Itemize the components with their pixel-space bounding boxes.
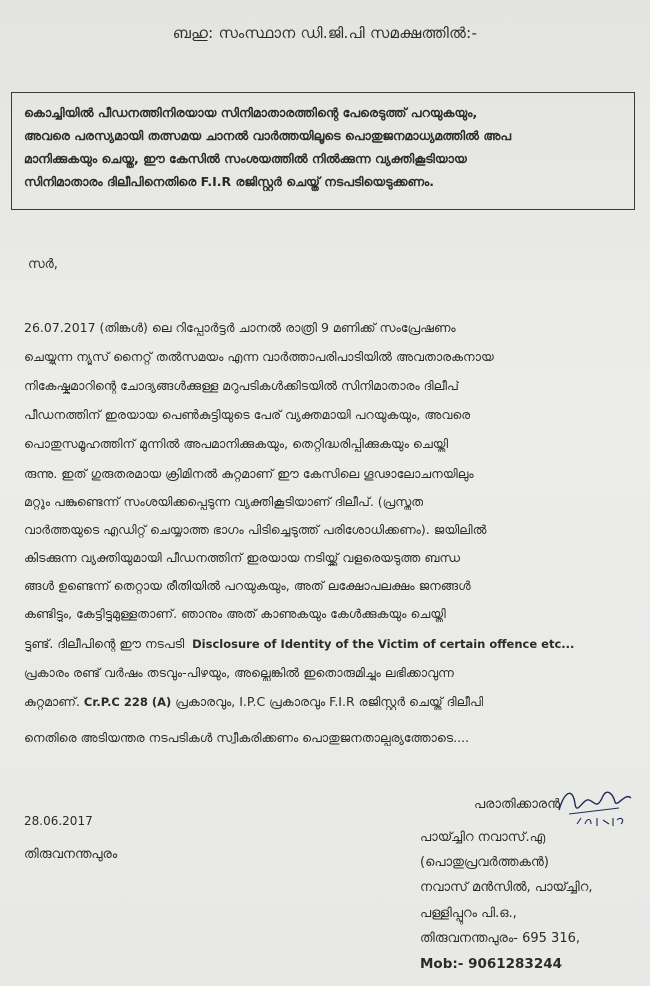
sender-mobile: Mob:- 9061283244 <box>420 956 563 972</box>
body-line-with-section <box>24 694 483 710</box>
body-line: പ്രകാരം രണ്ട് വർഷം തടവും-പിഴയും, അല്ലെങ്കിൽ ഇതൊരുമിച്ചും ലഭിക്കാവുന്ന <box>24 665 454 680</box>
letter-place: തിരുവനന്തപുരം <box>24 847 118 862</box>
body-line: 26.07.2017 (തിങ്കൾ) ലെ റിപ്പോർട്ടർ ചാനൽ രാത്രി 9 മണിക്ക് സംപ്രേഷണം <box>24 320 456 335</box>
subject-line: കൊച്ചിയിൽ പീഡനത്തിനിരയായ സിനിമാതാരത്തിന്റെ പേരെടുത്ത് പറയുകയും, <box>24 105 478 120</box>
body-line: മറ്റും പങ്കുണ്ടെന്ന് സംശയിക്കപ്പെടുന്ന വ്യക്തികൂടിയാണ് ദിലീപ്. (പ്രസ്തുത <box>24 494 424 509</box>
subject-box <box>11 92 635 210</box>
body-line: രുന്നു. ഇത് ഗുരുതരമായ ക്രിമിനൽ കുറ്റമാണ് ഈ കേസിലെ ഗൂഢാലോചനയിലും <box>24 466 474 481</box>
body-line-malayalam: ട്ടുണ്ട്. ദിലീപിന്റെ ഈ നടപടി <box>24 636 185 651</box>
legal-phrase: Disclosure of Identity of the Victim of certain offence etc... <box>192 637 575 651</box>
body-line: കിടക്കുന്ന വ്യക്തിയുമായി പീഡനത്തിന് ഇരയായ നടിയ്ക്ക് വളരെയടുത്ത ബന്ധ <box>24 550 461 565</box>
salutation: സർ, <box>28 257 58 272</box>
body-line: ങ്ങൾ ഉണ്ടെന്ന് തെറ്റായ രീതിയിൽ പറയുകയും, അത് ലക്ഷോപലക്ഷം ജനങ്ങൾ <box>24 578 471 593</box>
complainant-label: പരാതിക്കാരൻ <box>474 797 561 812</box>
handwritten-signature <box>555 780 635 832</box>
body-line: പൊതുസമൂഹത്തിന് മുന്നിൽ അപമാനിക്കുകയും, തെറ്റിദ്ധരിപ്പിക്കുകയും ചെയ്തി <box>24 436 449 451</box>
body-line: കണ്ടിട്ടും, കേട്ടിട്ടുമുള്ളതാണ്. ഞാനും അത് കാണുകയും കേൾക്കുകയും ചെയ്തി <box>24 606 446 621</box>
body-line-end: പ്രകാരവും, I.P.C പ്രകാരവും F.I.R രജിസ്റ്റർ ചെയ്ത് ദിലീപി <box>175 694 484 709</box>
sender-address-line: പള്ളിപ്പുറം പി.ഒ., <box>420 906 517 921</box>
sender-address-line: നവാസ് മൻസിൽ, പായ്ച്ചിറ, <box>420 880 593 895</box>
letter-date: 28.06.2017 <box>24 814 93 828</box>
body-line-start: കുറ്റമാണ്. <box>24 694 80 709</box>
sender-name: പായ്ച്ചിറ നവാസ്.എ <box>420 830 546 845</box>
letter-heading: ബഹു: സംസ്ഥാന ഡി.ജി.പി സമക്ഷത്തിൽ:- <box>172 24 478 42</box>
body-line: ചെയ്യുന്ന ന്യൂസ് നൈറ്റ് തൽസമയം എന്ന വാർത്താപരിപാടിയിൽ അവതാരകനായ <box>24 349 494 364</box>
body-line: വാർത്തയുടെ എഡിറ്റ് ചെയ്യാത്ത ഭാഗം പിടിച്ചെടുത്ത് പരിശോധിക്കണം). ജയിലിൽ <box>24 522 487 537</box>
body-line-with-english <box>24 636 574 652</box>
body-line: പീഡനത്തിന് ഇരയായ പെൺകുട്ടിയുടെ പേര് വ്യക്തമായി പറയുകയും, അവരെ <box>24 407 471 422</box>
body-line: നികേഷ്കുമാറിന്റെ ചോദ്യങ്ങൾക്കുള്ള മറുപടികൾക്കിടയിൽ സിനിമാതാരം ദിലീപ് <box>24 378 459 393</box>
subject-line: സിനിമാതാരം ദിലീപിനെതിരെ F.I.R രജിസ്റ്റർ ചെയ്ത് നടപടിയെടുക്കണം. <box>24 174 435 189</box>
body-line: നെതിരെ അടിയന്തര നടപടികൾ സ്വീകരിക്കണം പൊതുജനതാല്പര്യത്തോടെ.... <box>24 730 470 745</box>
sender-address-line: തിരുവനന്തപുരം- 695 316, <box>420 931 581 946</box>
subject-line: അവരെ പരസ്യമായി തത്സമയ ചാനൽ വാർത്തയിലൂടെ പൊതുജനമാധ്യമത്തിൽ അപ <box>24 128 512 143</box>
subject-line: മാനിക്കുകയും ചെയ്ത, ഈ കേസിൽ സംശയത്തിൽ നിൽക്കുന്ന വ്യക്തികൂടിയായ <box>24 151 467 166</box>
sender-role: (പൊതുപ്രവർത്തകൻ) <box>420 855 549 870</box>
crpc-section: Cr.P.C 228 (A) <box>83 695 172 709</box>
